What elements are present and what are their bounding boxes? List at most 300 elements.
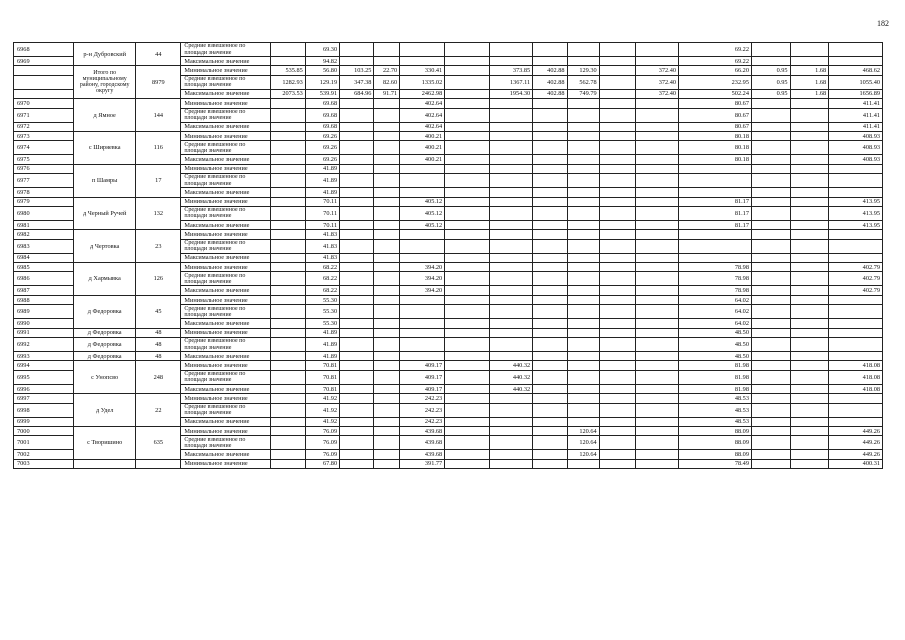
value-cell-col-9	[567, 403, 599, 417]
value-cell-col-10	[599, 450, 635, 459]
value-cell-col-11	[636, 417, 679, 426]
row-id-cell: 6997	[14, 394, 74, 403]
value-cell-col-3	[340, 384, 374, 393]
value-cell-col-1	[271, 108, 305, 122]
row-id-cell: 7001	[14, 436, 74, 450]
value-cell-col-12: 78.49	[679, 459, 752, 468]
value-cell-col-12: 69.22	[679, 57, 752, 66]
value-cell-col-10	[599, 174, 635, 188]
value-cell-col-9	[567, 174, 599, 188]
value-cell-col-14	[790, 361, 829, 370]
value-cell-col-10	[599, 459, 635, 468]
value-cell-col-6	[445, 174, 490, 188]
value-cell-col-14	[790, 403, 829, 417]
value-cell-col-8: 402.88	[533, 75, 567, 89]
value-type-cell: Максимальное значение	[181, 319, 271, 328]
value-cell-col-13	[751, 450, 790, 459]
value-cell-col-8	[533, 286, 567, 295]
value-cell-col-3	[340, 338, 374, 352]
value-cell-col-1: 2073.53	[271, 89, 305, 98]
value-cell-col-2: 70.11	[305, 197, 339, 206]
value-cell-col-3	[340, 450, 374, 459]
value-cell-col-5	[400, 305, 445, 319]
value-cell-col-10	[599, 328, 635, 337]
value-cell-col-8	[533, 206, 567, 220]
row-id-cell: 6995	[14, 370, 74, 384]
value-cell-col-13	[751, 131, 790, 140]
value-cell-col-2: 55.30	[305, 305, 339, 319]
value-cell-col-3	[340, 174, 374, 188]
value-cell-col-14	[790, 459, 829, 468]
value-cell-col-9	[567, 305, 599, 319]
value-cell-col-6	[445, 426, 490, 435]
value-cell-col-10	[599, 155, 635, 164]
value-cell-col-10	[599, 361, 635, 370]
value-cell-col-11	[636, 263, 679, 272]
value-cell-col-12: 81.17	[679, 206, 752, 220]
value-cell-col-11	[636, 220, 679, 229]
value-cell-col-8	[533, 99, 567, 108]
value-cell-col-7	[490, 459, 533, 468]
value-cell-col-3	[340, 141, 374, 155]
value-cell-col-9: 749.79	[567, 89, 599, 98]
value-cell-col-12	[679, 188, 752, 197]
value-type-cell: Минимальное значение	[181, 99, 271, 108]
value-cell-col-13: 0.95	[751, 89, 790, 98]
value-cell-col-1	[271, 220, 305, 229]
value-cell-col-10	[599, 338, 635, 352]
value-cell-col-13	[751, 220, 790, 229]
table-row	[14, 338, 883, 352]
value-cell-col-14	[790, 141, 829, 155]
value-cell-col-9: 120.64	[567, 436, 599, 450]
value-cell-col-11	[636, 99, 679, 108]
value-cell-col-8	[533, 384, 567, 393]
value-cell-col-1	[271, 263, 305, 272]
value-cell-col-12: 48.53	[679, 417, 752, 426]
value-cell-col-1	[271, 57, 305, 66]
value-cell-col-12: 502.24	[679, 89, 752, 98]
value-cell-col-3	[340, 155, 374, 164]
value-cell-col-8	[533, 253, 567, 262]
value-cell-col-14	[790, 370, 829, 384]
value-type-cell: Средние взвешенное по площади значение	[181, 206, 271, 220]
value-cell-col-10	[599, 286, 635, 295]
value-cell-col-4	[374, 57, 400, 66]
settlement-name-cell: с Творишино	[74, 426, 136, 459]
value-type-cell: Минимальное значение	[181, 394, 271, 403]
value-cell-col-7	[490, 206, 533, 220]
value-cell-col-11	[636, 394, 679, 403]
value-cell-col-13	[751, 253, 790, 262]
value-cell-col-8	[533, 361, 567, 370]
value-cell-col-9	[567, 384, 599, 393]
value-cell-col-2: 69.68	[305, 99, 339, 108]
value-cell-col-7	[490, 286, 533, 295]
value-cell-col-14: 1.68	[790, 66, 829, 75]
value-cell-col-4	[374, 272, 400, 286]
value-cell-col-12: 81.17	[679, 197, 752, 206]
value-cell-col-8	[533, 295, 567, 304]
row-id-cell: 6972	[14, 122, 74, 131]
row-id-cell: 6998	[14, 403, 74, 417]
value-cell-col-1	[271, 459, 305, 468]
value-type-cell: Максимальное значение	[181, 352, 271, 361]
value-cell-col-4	[374, 131, 400, 140]
settlement-name-cell: д Черный Ручей	[74, 197, 136, 230]
value-cell-col-5	[400, 174, 445, 188]
value-cell-col-10	[599, 230, 635, 239]
value-cell-col-7	[490, 352, 533, 361]
row-id-cell: 6999	[14, 417, 74, 426]
table-row	[14, 230, 883, 239]
value-cell-col-12: 48.53	[679, 403, 752, 417]
value-cell-col-3	[340, 230, 374, 239]
value-cell-col-9	[567, 352, 599, 361]
value-cell-col-15	[829, 188, 883, 197]
value-cell-col-8	[533, 188, 567, 197]
value-cell-col-11	[636, 141, 679, 155]
value-cell-col-4	[374, 230, 400, 239]
population-cell: 144	[136, 99, 181, 132]
value-cell-col-2: 41.83	[305, 253, 339, 262]
value-cell-col-6	[445, 328, 490, 337]
value-cell-col-5: 391.77	[400, 459, 445, 468]
value-cell-col-7	[490, 338, 533, 352]
value-cell-col-4	[374, 370, 400, 384]
value-type-cell: Средние взвешенное по площади значение	[181, 43, 271, 57]
population-cell: 48	[136, 338, 181, 352]
value-cell-col-13	[751, 305, 790, 319]
value-cell-col-8	[533, 43, 567, 57]
value-cell-col-14: 1.68	[790, 75, 829, 89]
row-id-cell: 6991	[14, 328, 74, 337]
value-cell-col-6	[445, 122, 490, 131]
settlement-name-cell: Итого по муниципальному району, городскому округу	[74, 66, 136, 99]
value-cell-col-13	[751, 384, 790, 393]
value-cell-col-7: 1954.30	[490, 89, 533, 98]
value-cell-col-14	[790, 384, 829, 393]
value-cell-col-15: 418.08	[829, 370, 883, 384]
value-cell-col-8	[533, 403, 567, 417]
value-cell-col-12: 64.02	[679, 319, 752, 328]
value-cell-col-13	[751, 328, 790, 337]
value-cell-col-3	[340, 43, 374, 57]
value-cell-col-7	[490, 295, 533, 304]
value-cell-col-9	[567, 253, 599, 262]
value-cell-col-8	[533, 141, 567, 155]
value-cell-col-1	[271, 43, 305, 57]
value-cell-col-1: 1282.93	[271, 75, 305, 89]
value-cell-col-3	[340, 263, 374, 272]
value-cell-col-10	[599, 57, 635, 66]
value-cell-col-6	[445, 230, 490, 239]
value-cell-col-11	[636, 305, 679, 319]
settlement-name-cell: д Федоровка	[74, 328, 136, 337]
value-cell-col-2: 41.92	[305, 403, 339, 417]
value-cell-col-4	[374, 99, 400, 108]
value-cell-col-2: 68.22	[305, 286, 339, 295]
value-cell-col-2: 41.92	[305, 417, 339, 426]
value-cell-col-2: 129.19	[305, 75, 339, 89]
value-cell-col-6	[445, 131, 490, 140]
value-cell-col-13	[751, 206, 790, 220]
table-row	[14, 164, 883, 173]
value-cell-col-5	[400, 57, 445, 66]
value-cell-col-13	[751, 417, 790, 426]
value-cell-col-15	[829, 239, 883, 253]
value-cell-col-9: 129.30	[567, 66, 599, 75]
value-cell-col-11	[636, 155, 679, 164]
value-cell-col-12: 48.50	[679, 338, 752, 352]
value-cell-col-8	[533, 370, 567, 384]
value-cell-col-15	[829, 230, 883, 239]
population-cell: 132	[136, 197, 181, 230]
value-cell-col-6	[445, 361, 490, 370]
value-cell-col-14	[790, 197, 829, 206]
value-cell-col-7	[490, 436, 533, 450]
settlement-name-cell: п Шамры	[74, 164, 136, 197]
value-cell-col-12: 81.98	[679, 361, 752, 370]
value-cell-col-8	[533, 436, 567, 450]
value-cell-col-7	[490, 426, 533, 435]
value-cell-col-9	[567, 272, 599, 286]
value-cell-col-13	[751, 286, 790, 295]
value-cell-col-14	[790, 174, 829, 188]
value-cell-col-14	[790, 295, 829, 304]
value-cell-col-4	[374, 206, 400, 220]
value-cell-col-11	[636, 230, 679, 239]
value-cell-col-3	[340, 220, 374, 229]
value-cell-col-6	[445, 417, 490, 426]
population-cell: 44	[136, 43, 181, 66]
value-cell-col-1: 535.85	[271, 66, 305, 75]
value-cell-col-15	[829, 403, 883, 417]
row-id-cell: 6978	[14, 188, 74, 197]
value-cell-col-13	[751, 295, 790, 304]
value-cell-col-2: 76.09	[305, 436, 339, 450]
value-cell-col-6	[445, 57, 490, 66]
page-number: 182	[877, 19, 889, 28]
value-cell-col-5: 405.12	[400, 220, 445, 229]
value-cell-col-7	[490, 394, 533, 403]
value-type-cell: Минимальное значение	[181, 426, 271, 435]
value-cell-col-7	[490, 417, 533, 426]
value-cell-col-2: 70.81	[305, 384, 339, 393]
value-cell-col-3	[340, 197, 374, 206]
row-id-cell: 6993	[14, 352, 74, 361]
row-id-cell: 6973	[14, 131, 74, 140]
population-cell: 635	[136, 426, 181, 459]
value-cell-col-5: 402.64	[400, 122, 445, 131]
value-cell-col-3	[340, 272, 374, 286]
value-cell-col-6	[445, 43, 490, 57]
value-cell-col-9	[567, 239, 599, 253]
value-cell-col-5: 405.12	[400, 197, 445, 206]
value-cell-col-8	[533, 174, 567, 188]
value-cell-col-8	[533, 305, 567, 319]
row-id-cell: 6992	[14, 338, 74, 352]
value-cell-col-7	[490, 328, 533, 337]
value-cell-col-2: 70.81	[305, 370, 339, 384]
value-cell-col-12: 69.22	[679, 43, 752, 57]
value-type-cell: Средние взвешенное по площади значение	[181, 338, 271, 352]
row-id-cell: 6971	[14, 108, 74, 122]
value-cell-col-1	[271, 450, 305, 459]
value-cell-col-1	[271, 122, 305, 131]
value-cell-col-4	[374, 286, 400, 295]
value-cell-col-11	[636, 206, 679, 220]
value-cell-col-14	[790, 263, 829, 272]
value-cell-col-6	[445, 89, 490, 98]
value-cell-col-5	[400, 319, 445, 328]
value-cell-col-5: 409.17	[400, 361, 445, 370]
value-cell-col-14	[790, 239, 829, 253]
value-cell-col-12: 88.09	[679, 426, 752, 435]
table-row	[14, 394, 883, 403]
value-cell-col-8	[533, 417, 567, 426]
value-cell-col-9	[567, 43, 599, 57]
value-cell-col-12	[679, 253, 752, 262]
value-cell-col-11	[636, 403, 679, 417]
value-type-cell: Максимальное значение	[181, 89, 271, 98]
value-cell-col-9	[567, 370, 599, 384]
row-id-cell: 6996	[14, 384, 74, 393]
value-cell-col-13	[751, 155, 790, 164]
value-cell-col-5: 439.68	[400, 436, 445, 450]
row-id-cell: 6970	[14, 99, 74, 108]
value-cell-col-12: 66.20	[679, 66, 752, 75]
value-cell-col-7: 440.32	[490, 361, 533, 370]
table-row	[14, 352, 883, 361]
value-cell-col-15	[829, 319, 883, 328]
value-cell-col-12: 232.95	[679, 75, 752, 89]
value-cell-col-15	[829, 57, 883, 66]
value-cell-col-4: 91.71	[374, 89, 400, 98]
value-cell-col-6	[445, 99, 490, 108]
value-cell-col-13	[751, 57, 790, 66]
settlement-name-cell: с Ширяевка	[74, 131, 136, 164]
value-cell-col-14	[790, 436, 829, 450]
value-cell-col-4	[374, 352, 400, 361]
value-cell-col-13	[751, 188, 790, 197]
value-cell-col-14	[790, 426, 829, 435]
settlement-name-cell: с Унопсво	[74, 361, 136, 394]
value-cell-col-15	[829, 174, 883, 188]
value-cell-col-15: 1055.40	[829, 75, 883, 89]
value-cell-col-6	[445, 319, 490, 328]
value-cell-col-7	[490, 108, 533, 122]
value-cell-col-13	[751, 122, 790, 131]
value-cell-col-12: 78.98	[679, 263, 752, 272]
value-cell-col-13	[751, 263, 790, 272]
value-cell-col-11: 372.40	[636, 66, 679, 75]
value-cell-col-2: 76.09	[305, 450, 339, 459]
value-cell-col-5	[400, 352, 445, 361]
population-cell: 126	[136, 263, 181, 296]
value-cell-col-13	[751, 361, 790, 370]
value-cell-col-12: 80.67	[679, 122, 752, 131]
value-cell-col-11	[636, 174, 679, 188]
value-cell-col-15: 418.08	[829, 361, 883, 370]
value-cell-col-7	[490, 122, 533, 131]
value-cell-col-15: 411.41	[829, 108, 883, 122]
value-cell-col-14	[790, 272, 829, 286]
value-cell-col-4	[374, 450, 400, 459]
value-cell-col-13	[751, 230, 790, 239]
value-cell-col-3	[340, 319, 374, 328]
value-cell-col-1	[271, 403, 305, 417]
value-cell-col-15	[829, 394, 883, 403]
value-cell-col-2: 69.26	[305, 131, 339, 140]
value-cell-col-2: 41.89	[305, 328, 339, 337]
value-cell-col-15: 408.93	[829, 155, 883, 164]
value-cell-col-12: 88.09	[679, 436, 752, 450]
value-cell-col-15: 413.95	[829, 220, 883, 229]
value-cell-col-3	[340, 403, 374, 417]
value-cell-col-1	[271, 426, 305, 435]
value-cell-col-12: 64.02	[679, 305, 752, 319]
value-type-cell: Средние взвешенное по площади значение	[181, 108, 271, 122]
value-cell-col-14	[790, 319, 829, 328]
value-cell-col-1	[271, 286, 305, 295]
value-cell-col-4	[374, 164, 400, 173]
population-cell: 248	[136, 361, 181, 394]
value-cell-col-7: 373.85	[490, 66, 533, 75]
value-cell-col-5	[400, 253, 445, 262]
value-cell-col-4	[374, 338, 400, 352]
value-cell-col-11	[636, 426, 679, 435]
value-cell-col-11	[636, 352, 679, 361]
value-cell-col-7	[490, 164, 533, 173]
value-cell-col-1	[271, 319, 305, 328]
value-cell-col-2: 41.89	[305, 164, 339, 173]
value-cell-col-7	[490, 450, 533, 459]
settlement-name-cell: р-н Дубровский	[74, 43, 136, 66]
value-cell-col-2: 41.89	[305, 188, 339, 197]
value-cell-col-2: 69.26	[305, 155, 339, 164]
value-cell-col-9: 120.64	[567, 426, 599, 435]
row-id-cell: 6977	[14, 174, 74, 188]
value-cell-col-7	[490, 174, 533, 188]
value-cell-col-4	[374, 361, 400, 370]
table-row	[14, 99, 883, 108]
value-cell-col-11	[636, 361, 679, 370]
value-cell-col-4	[374, 220, 400, 229]
value-type-cell: Минимальное значение	[181, 230, 271, 239]
value-cell-col-6	[445, 384, 490, 393]
value-cell-col-15: 449.26	[829, 436, 883, 450]
row-id-cell: 6969	[14, 57, 74, 66]
value-cell-col-12: 48.50	[679, 328, 752, 337]
value-cell-col-6	[445, 188, 490, 197]
value-cell-col-13	[751, 141, 790, 155]
value-cell-col-14	[790, 417, 829, 426]
value-cell-col-3: 103.25	[340, 66, 374, 75]
population-cell: 22	[136, 394, 181, 427]
row-id-cell: 6975	[14, 155, 74, 164]
value-type-cell: Минимальное значение	[181, 328, 271, 337]
value-cell-col-5: 330.41	[400, 66, 445, 75]
value-cell-col-15	[829, 295, 883, 304]
value-cell-col-5: 242.23	[400, 403, 445, 417]
value-cell-col-7	[490, 305, 533, 319]
value-cell-col-7	[490, 272, 533, 286]
value-cell-col-5	[400, 188, 445, 197]
value-cell-col-9	[567, 319, 599, 328]
settlement-name-cell: д Федоровка	[74, 338, 136, 352]
row-id-cell: 6985	[14, 263, 74, 272]
